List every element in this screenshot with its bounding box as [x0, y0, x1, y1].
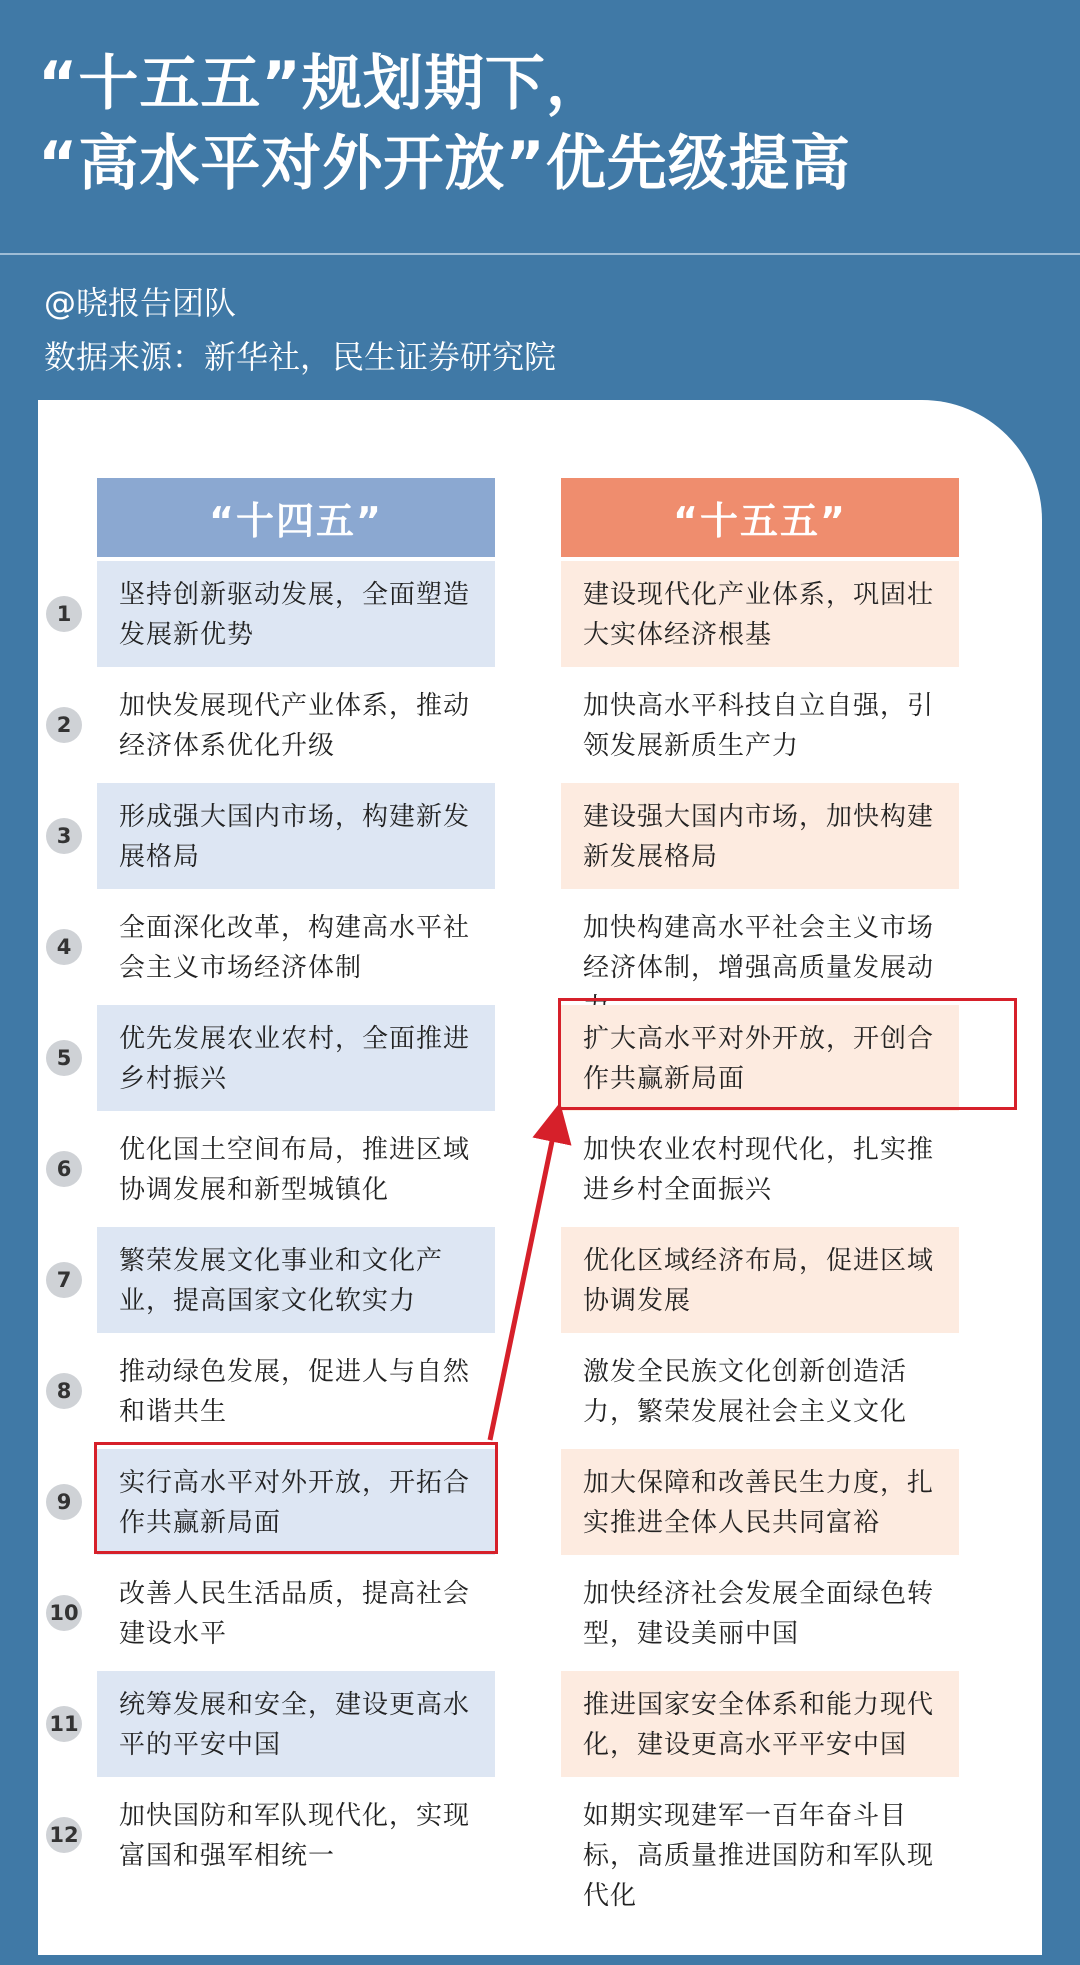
title-line-2: “高水平对外开放”优先级提高: [38, 129, 851, 199]
cell-15th-plan: 加快高水平科技自立自强，引领发展新质生产力: [583, 691, 935, 761]
cell-15th-plan: 建设强大国内市场，加快构建新发展格局: [561, 783, 959, 889]
highlight-box-right: [558, 998, 1017, 1110]
cell-15th-plan: 扩大高水平对外开放，开创合作共赢新局面: [561, 1005, 959, 1111]
row-number: 4: [46, 929, 82, 965]
author-credit: @晓报告团队: [44, 284, 237, 322]
cell-15th-plan: 加快经济社会发展全面绿色转型，建设美丽中国: [583, 1579, 935, 1649]
row-number: 1: [46, 596, 82, 632]
row-number: 7: [46, 1262, 82, 1298]
highlight-box-left: [94, 1442, 498, 1554]
data-source: 数据来源：新华社，民生证券研究院: [44, 338, 557, 376]
cell-15th-plan: 推进国家安全体系和能力现代化，建设更高水平平安中国: [561, 1671, 959, 1777]
cell-15th-plan: 加快农业农村现代化，扎实推进乡村全面振兴: [583, 1135, 935, 1205]
cell-14th-plan: 加快国防和军队现代化，实现富国和强军相统一: [119, 1801, 471, 1871]
header-14th-plan: “十四五”: [97, 478, 495, 557]
cell-15th-plan: 加快构建高水平社会主义市场经济体制，增强高质量发展动: [583, 913, 935, 983]
divider: [0, 253, 1080, 255]
cell-15th-plan: 优化区域经济布局，促进区域协调发展: [561, 1227, 959, 1333]
row-number: 10: [46, 1595, 82, 1631]
row-number: 12: [46, 1817, 82, 1853]
cell-15th-plan: 加大保障和改善民生力度，扎实推进全体人民共同富裕: [561, 1449, 959, 1555]
cell-15th-plan: 激发全民族文化创新创造活力，繁荣发展社会主义文化: [583, 1357, 908, 1427]
cell-14th-plan: 优化国土空间布局，推进区域协调发展和新型城镇化: [119, 1135, 471, 1205]
row-number: 2: [46, 707, 82, 743]
cell-14th-plan: 实行高水平对外开放，开拓合作共赢新局面: [97, 1449, 495, 1555]
cell-14th-plan: 全面深化改革，构建高水平社会主义市场经济体制: [119, 913, 471, 983]
row-number: 9: [46, 1484, 82, 1520]
cell-14th-plan: 形成强大国内市场，构建新发展格局: [97, 783, 495, 889]
cell-14th-plan: 推动绿色发展，促进人与自然和谐共生: [119, 1357, 471, 1427]
page-title: [38, 44, 1048, 204]
row-number: 11: [46, 1706, 82, 1742]
cell-14th-plan: 坚持创新驱动发展，全面塑造发展新优势: [97, 561, 495, 667]
cell-14th-plan: 加快发展现代产业体系，推动经济体系优化升级: [119, 691, 471, 761]
title-line-1: “十五五”规划期下，: [38, 49, 607, 119]
cell-14th-plan: 繁荣发展文化事业和文化产业，提高国家文化软实力: [97, 1227, 495, 1333]
cell-15th-plan: 如期实现建军一百年奋斗目标，高质量推进国防和军队现代化: [583, 1801, 935, 1911]
row-number: 8: [46, 1373, 82, 1409]
row-number: 6: [46, 1151, 82, 1187]
header-15th-plan: “十五五”: [561, 478, 959, 557]
cell-14th-plan: 改善人民生活品质，提高社会建设水平: [119, 1579, 471, 1649]
cell-15th-plan: 建设现代化产业体系，巩固壮大实体经济根基: [561, 561, 959, 667]
row-number: 3: [46, 818, 82, 854]
cell-14th-plan: 优先发展农业农村，全面推进乡村振兴: [97, 1005, 495, 1111]
row-number: 5: [46, 1040, 82, 1076]
cell-14th-plan: 统筹发展和安全，建设更高水平的平安中国: [97, 1671, 495, 1777]
